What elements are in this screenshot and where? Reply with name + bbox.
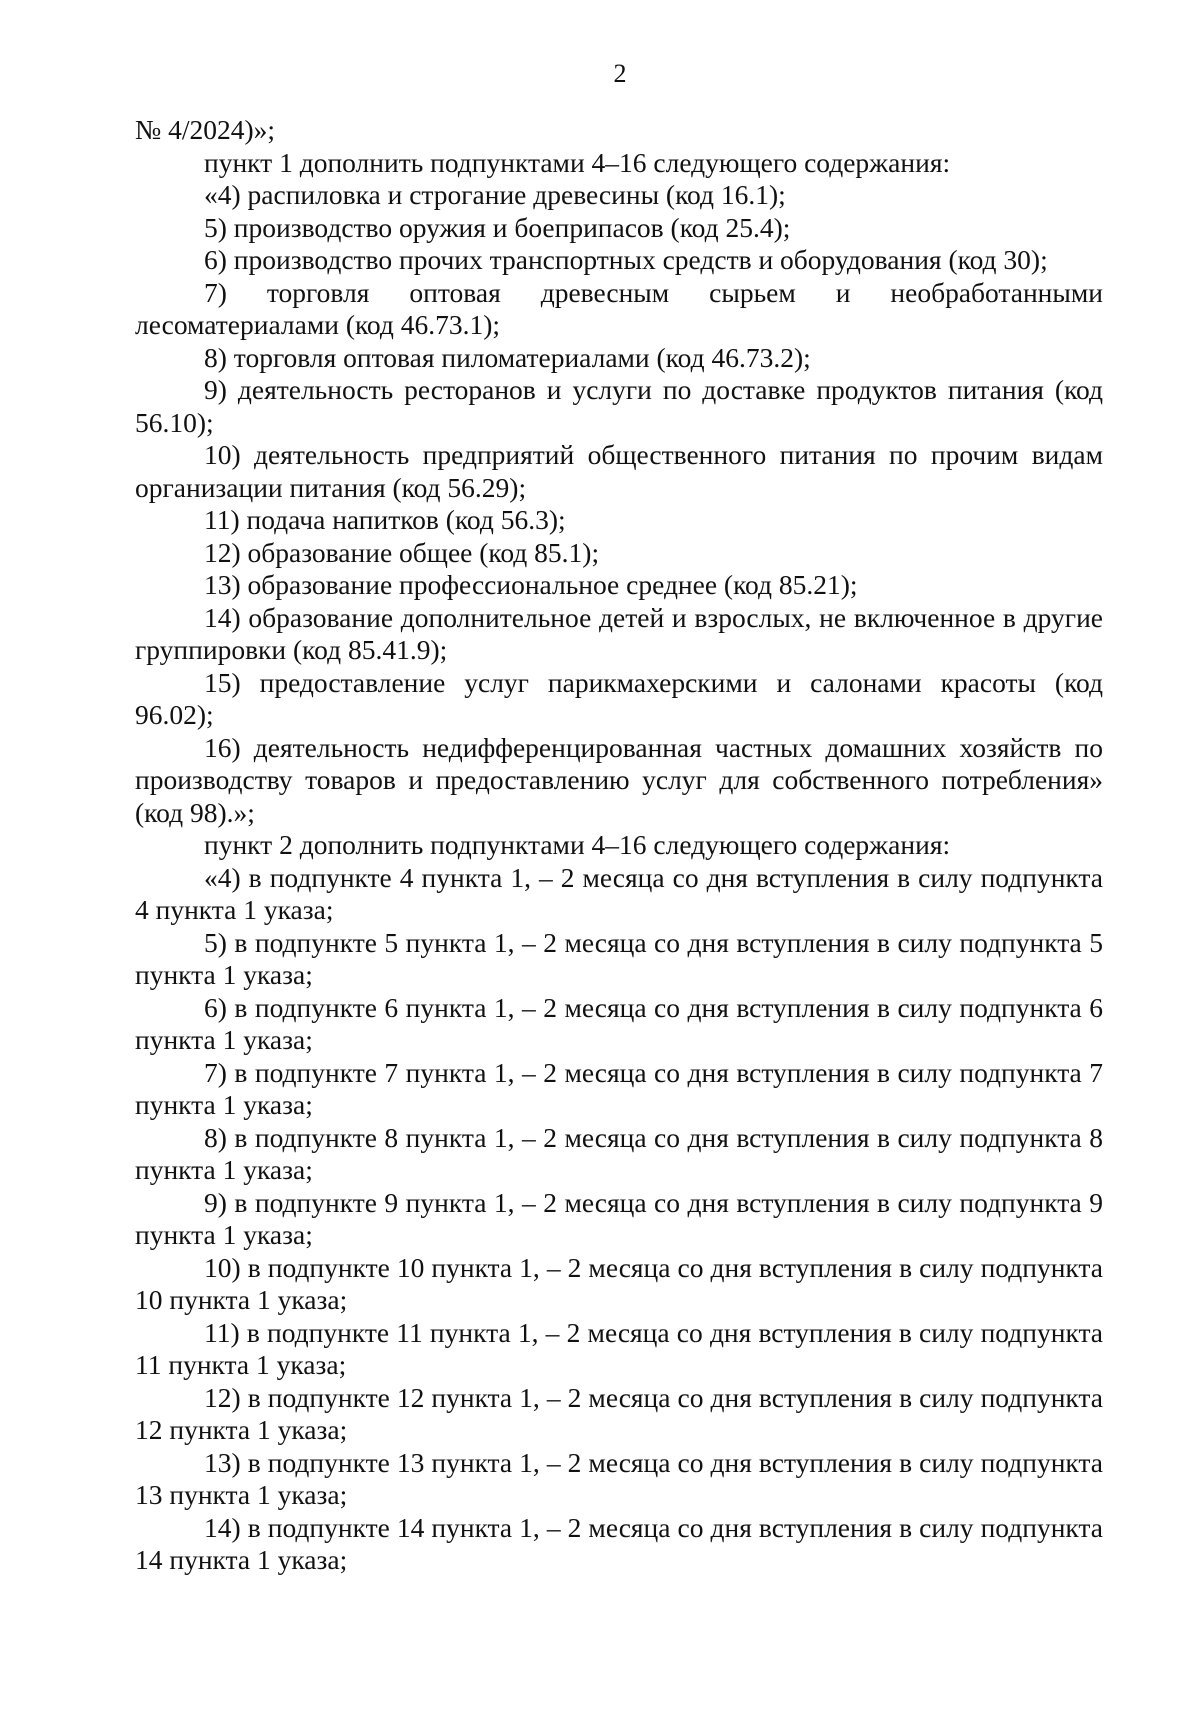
paragraph-term-12: 12) в подпункте 12 пункта 1, – 2 месяца со дня вступления в силу подпункта 12 пункта 1 указа; bbox=[135, 1381, 1103, 1445]
paragraph-term-8: 8) в подпункте 8 пункта 1, – 2 месяца со дня вступления в силу подпункта 8 пункта 1 указа; bbox=[135, 1121, 1103, 1185]
paragraph-item-11: 11) подача напитков (код 56.3); bbox=[204, 504, 566, 535]
paragraph-item-7: 7) торговля оптовая древесным сырьем и необработанными лесоматериалами (код 46.73.1); bbox=[135, 276, 1103, 340]
paragraph-item-14: 14) образование дополнительное детей и взрослых, не включенное в другие группировки (код 85.41.9); bbox=[135, 601, 1103, 665]
paragraph-item-10: 10) деятельность предприятий общественного питания по прочим видам организации питания (код 56.29); bbox=[135, 439, 1103, 503]
paragraph-term-9: 9) в подпункте 9 пункта 1, – 2 месяца со дня вступления в силу подпункта 9 пункта 1 указа; bbox=[135, 1186, 1103, 1250]
page-number: 2 bbox=[613, 59, 627, 88]
paragraph-item-16: 16) деятельность недифференцированная частных домашних хозяйств по производству товаров и предоставлению услуг для собственного потребления» (код 98).»; bbox=[135, 731, 1103, 828]
paragraph-item-13: 13) образование профессиональное среднее (код 85.21); bbox=[204, 569, 858, 600]
paragraph-continuation: № 4/2024)»; bbox=[135, 114, 276, 145]
paragraph-term-14: 14) в подпункте 14 пункта 1, – 2 месяца со дня вступления в силу подпункта 14 пункта 1 указа; bbox=[135, 1511, 1103, 1575]
paragraph-term-7: 7) в подпункте 7 пункта 1, – 2 месяца со дня вступления в силу подпункта 7 пункта 1 указа; bbox=[135, 1056, 1103, 1120]
paragraph-item-9: 9) деятельность ресторанов и услуги по доставке продуктов питания (код 56.10); bbox=[135, 374, 1103, 438]
paragraph-term-6: 6) в подпункте 6 пункта 1, – 2 месяца со дня вступления в силу подпункта 6 пункта 1 указа; bbox=[135, 991, 1103, 1055]
paragraph-item-6: 6) производство прочих транспортных средств и оборудования (код 30); bbox=[204, 244, 1048, 275]
paragraph-point-1-intro: пункт 1 дополнить подпунктами 4–16 следующего содержания: bbox=[204, 146, 951, 178]
paragraph-item-15: 15) предоставление услуг парикмахерскими и салонами красоты (код 96.02); bbox=[135, 666, 1103, 730]
paragraph-term-5: 5) в подпункте 5 пункта 1, – 2 месяца со дня вступления в силу подпункта 5 пункта 1 указа; bbox=[135, 926, 1103, 990]
paragraph-item-12: 12) образование общее (код 85.1); bbox=[204, 536, 600, 568]
paragraph-term-11: 11) в подпункте 11 пункта 1, – 2 месяца со дня вступления в силу подпункта 11 пункта 1 указа; bbox=[135, 1316, 1103, 1380]
paragraph-point-2-intro: пункт 2 дополнить подпунктами 4–16 следующего содержания: bbox=[204, 829, 951, 860]
paragraph-item-8: 8) торговля оптовая пиломатериалами (код 46.73.2); bbox=[204, 341, 811, 373]
paragraph-item-4: «4) распиловка и строгание древесины (код 16.1); bbox=[204, 179, 786, 210]
paragraph-term-4: «4) в подпункте 4 пункта 1, – 2 месяца со дня вступления в силу подпункта 4 пункта 1 указа; bbox=[135, 861, 1103, 925]
document-body bbox=[135, 114, 1103, 1577]
paragraph-term-10: 10) в подпункте 10 пункта 1, – 2 месяца со дня вступления в силу подпункта 10 пункта 1 указа; bbox=[135, 1251, 1103, 1315]
paragraph-item-5: 5) производство оружия и боеприпасов (код 25.4); bbox=[204, 211, 791, 243]
paragraph-term-13: 13) в подпункте 13 пункта 1, – 2 месяца со дня вступления в силу подпункта 13 пункта 1 указа; bbox=[135, 1446, 1103, 1510]
